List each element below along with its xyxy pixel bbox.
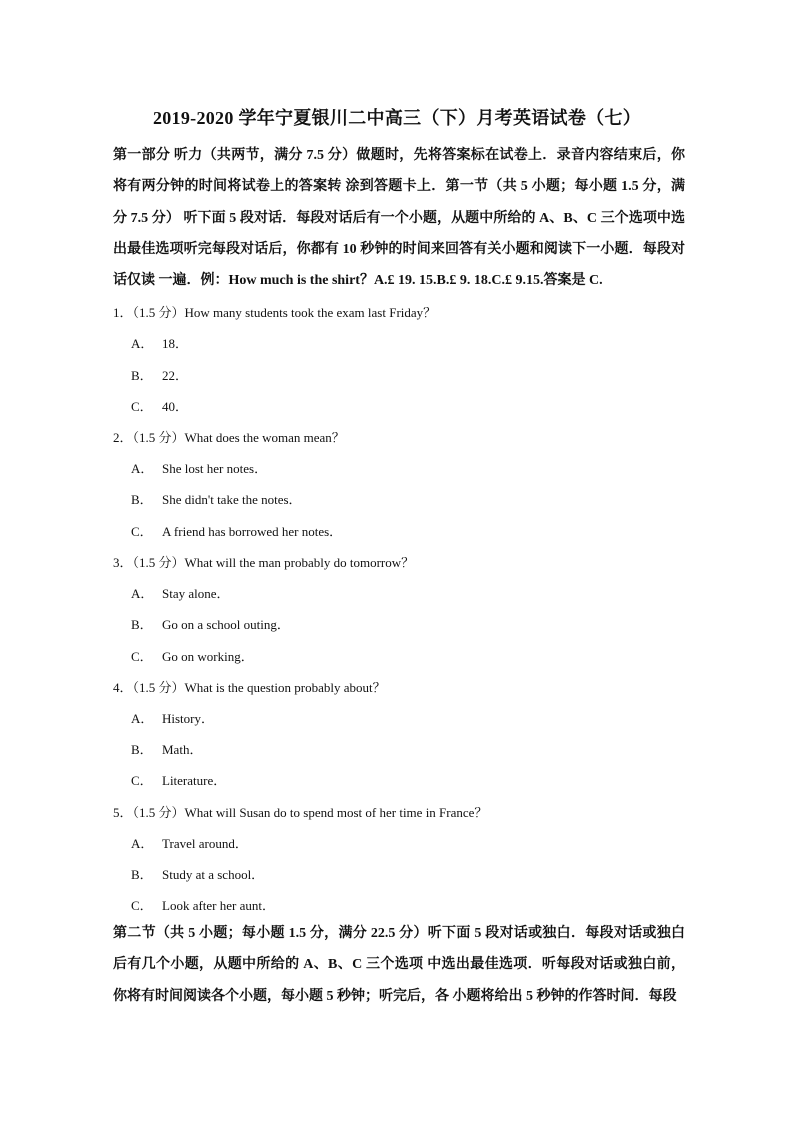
- option-4a[interactable]: [131, 708, 214, 727]
- option-1c[interactable]: [131, 396, 188, 415]
- option-text: She lost her notes．: [162, 461, 268, 476]
- option-letter: C．: [131, 399, 153, 414]
- option-text: Go on a school outing．: [162, 617, 290, 632]
- option-text: Look after her aunt．: [162, 898, 275, 913]
- option-text: History．: [162, 711, 215, 726]
- option-text: Stay alone．: [162, 586, 230, 601]
- page-title: 2019-2020 学年宁夏银川二中高三（下）月考英语试卷（七）: [152, 108, 642, 128]
- option-5a[interactable]: [131, 833, 248, 852]
- question-4: 4．（1.5 分）What is the question probably about？: [113, 680, 386, 695]
- option-letter: C．: [131, 773, 153, 788]
- option-2c[interactable]: [131, 521, 342, 540]
- option-text: Literature．: [162, 773, 227, 788]
- option-2a[interactable]: [131, 458, 267, 477]
- option-3b[interactable]: [131, 614, 290, 633]
- option-letter: B．: [131, 867, 153, 882]
- option-3a[interactable]: [131, 583, 230, 602]
- option-2b[interactable]: [131, 489, 302, 508]
- question-2: 2．（1.5 分）What does the woman mean？: [113, 430, 345, 445]
- option-text: 40．: [162, 399, 189, 414]
- option-letter: C．: [131, 898, 153, 913]
- option-letter: B．: [131, 617, 153, 632]
- option-text: She didn't take the notes．: [162, 492, 302, 507]
- option-letter: A．: [131, 461, 154, 476]
- option-text: Go on working．: [162, 649, 254, 664]
- option-4c[interactable]: [131, 770, 226, 789]
- option-5b[interactable]: [131, 864, 264, 883]
- option-letter: B．: [131, 492, 153, 507]
- option-letter: C．: [131, 524, 153, 539]
- question-5: 5．（1.5 分）What will Susan do to spend most of her time in France？: [113, 805, 488, 820]
- option-letter: A．: [131, 711, 154, 726]
- option-3c[interactable]: [131, 646, 254, 665]
- option-text: A friend has borrowed her notes．: [162, 524, 343, 539]
- option-letter: B．: [131, 368, 153, 383]
- option-letter: B．: [131, 742, 153, 757]
- option-letter: C．: [131, 649, 153, 664]
- part2-instructions: 第二节（共 5 小题；每小题 1.5 分，满分 22.5 分）听下面 5 段对话或独白．每段对话或独白后有几个小题，从题中所给的 A、B、C 三个选项 中选出最佳选项．听每段对话或独白前，你将有时间阅读各个小题，每小题 5 秒钟；听完后，各 小题将给出 5 秒钟的作答时间．每段: [113, 926, 685, 1004]
- option-text: 18．: [162, 336, 189, 351]
- part1-instructions: 第一部分 听力（共两节，满分 7.5 分）做题时，先将答案标在试卷上．录音内容结束后，你将有两分钟的时间将试卷上的答案转 涂到答题卡上．第一节（共 5 小题；每小题 1.5 分，满分 7.5 分） 听下面 5 段对话．每段对话后有一个小题，从题中所给的 A、B、C 三个选项中选出最佳选项听完每段对话后，你都有 10 秒钟的时间来回答有关小题和阅读下一小题．每段对话仅读 一遍．例：How much is the shirt？A.£ 19. 15.B.£ 9. 18.C.£ 9.15.答案是 C.: [113, 148, 685, 289]
- option-text: Study at a school．: [162, 867, 265, 882]
- option-4b[interactable]: [131, 739, 202, 758]
- option-1a[interactable]: [131, 333, 188, 352]
- option-text: Travel around．: [162, 836, 248, 851]
- option-text: 22．: [162, 368, 189, 383]
- option-letter: A．: [131, 836, 154, 851]
- option-letter: A．: [131, 586, 154, 601]
- option-5c[interactable]: [131, 895, 275, 914]
- option-text: Math．: [162, 742, 203, 757]
- question-3: 3．（1.5 分）What will the man probably do tomorrow？: [113, 555, 415, 570]
- option-letter: A．: [131, 336, 154, 351]
- option-1b[interactable]: [131, 365, 188, 384]
- question-1: 1．（1.5 分）How many students took the exam last Friday？: [113, 305, 437, 320]
